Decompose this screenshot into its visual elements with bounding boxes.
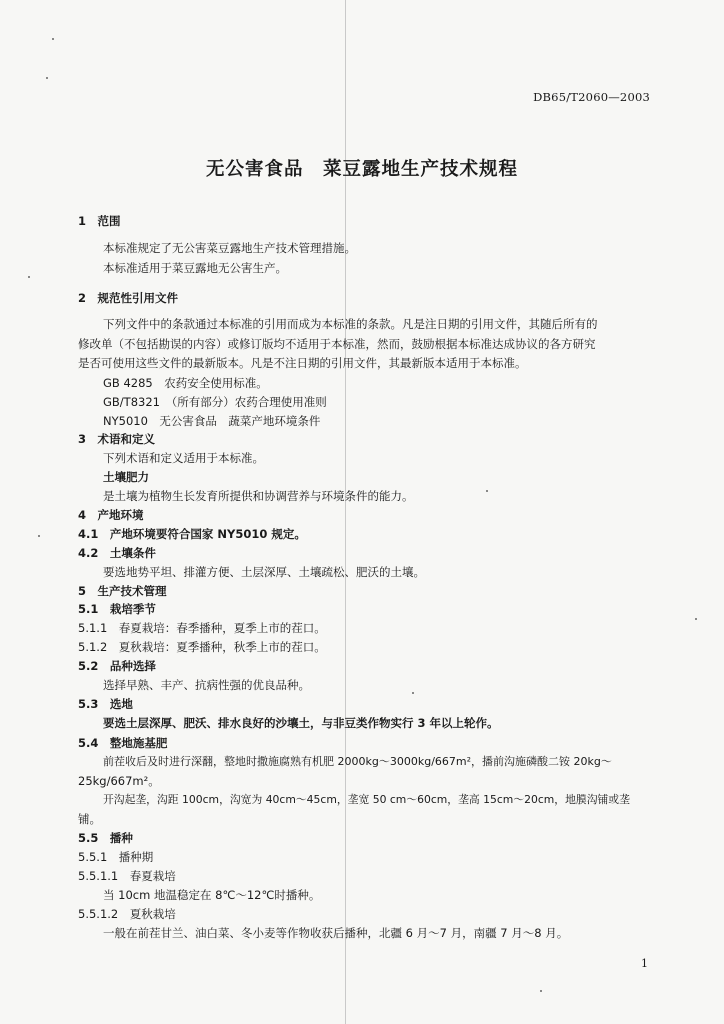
scan-speck: [540, 990, 542, 992]
subsection-heading: 5.5 播种: [78, 831, 133, 845]
subsection-heading: 5.2 品种选择: [78, 659, 156, 673]
section-heading: 5 生产技术管理: [78, 584, 167, 598]
paragraph-line: 是否可使用这些文件的最新版本。凡是不注日期的引用文件，其最新版本适用于本标准。: [78, 356, 527, 370]
paragraph-line: 要选土层深厚、肥沃、排水良好的沙壤土，与非豆类作物实行 3 年以上轮作。: [103, 716, 499, 730]
subsection-heading: 5.4 整地施基肥: [78, 736, 168, 750]
scan-speck: [695, 618, 697, 620]
subsection-heading: 5.1 栽培季节: [78, 602, 156, 616]
paragraph-line: 是土壤为植物生长发育所提供和协调营养与环境条件的能力。: [103, 489, 414, 503]
section-heading: 2 规范性引用文件: [78, 291, 179, 305]
scan-speck: [46, 77, 48, 79]
paragraph-line: 本标准适用于菜豆露地无公害生产。: [103, 261, 287, 275]
subsection-heading: 4.2 土壤条件: [78, 546, 156, 560]
section-heading: 4 产地环境: [78, 508, 144, 522]
scan-speck: [412, 692, 414, 694]
document-title: 无公害食品 菜豆露地生产技术规程: [205, 159, 518, 180]
clause-line: 5.5.1.1 春夏栽培: [78, 869, 176, 883]
subsection-heading: 4.1 产地环境要符合国家 NY5010 规定。: [78, 527, 306, 541]
paragraph-line: 开沟起垄，沟距 100cm，沟宽为 40cm～45cm，垄宽 50 cm～60cm，垄高 15cm～20cm，地膜沟铺或垄: [103, 793, 630, 806]
paragraph-line: 选择早熟、丰产、抗病性强的优良品种。: [103, 678, 310, 692]
paragraph-line: 一般在前茬甘兰、油白菜、冬小麦等作物收获后播种，北疆 6 月～7 月，南疆 7 月～8 月。: [103, 926, 569, 940]
scan-speck: [38, 535, 40, 537]
term-heading: 土壤肥力: [103, 470, 149, 484]
clause-line: 5.5.1.2 夏秋栽培: [78, 907, 176, 921]
paragraph-line: 下列术语和定义适用于本标准。: [103, 451, 264, 465]
clause-line: 5.1.2 夏秋栽培：夏季播种，秋季上市的茬口。: [78, 640, 326, 654]
section-heading: 1 范围: [78, 214, 121, 228]
clause-line: 5.1.1 春夏栽培：春季播种，夏季上市的茬口。: [78, 621, 326, 635]
paragraph-line: 25kg/667m²。: [78, 774, 160, 788]
scan-speck: [52, 38, 54, 40]
page-number: 1: [641, 957, 648, 970]
section-heading: 3 术语和定义: [78, 432, 156, 446]
reference-item: NY5010 无公害食品 蔬菜产地环境条件: [103, 414, 321, 428]
reference-item: GB/T8321 （所有部分）农药合理使用准则: [103, 395, 327, 409]
paragraph-line: 前茬收后及时进行深翻，整地时撒施腐熟有机肥 2000kg～3000kg/667m²，播前沟施磷酸二铵 20kg～: [103, 755, 612, 768]
clause-line: 5.5.1 播种期: [78, 850, 154, 864]
page-fold-line: [345, 0, 346, 1024]
paragraph-line: 修改单（不包括勘误的内容）或修订版均不适用于本标准，然而，鼓励根据本标准达成协议的各方研究: [78, 337, 596, 351]
standard-number: DB65/T2060—2003: [533, 90, 650, 104]
reference-item: GB 4285 农药安全使用标准。: [103, 376, 268, 390]
paragraph-line: 当 10cm 地温稳定在 8℃～12℃时播种。: [103, 888, 321, 902]
paragraph-line: 要选地势平坦、排灌方便、土层深厚、土壤疏松、肥沃的土壤。: [103, 565, 425, 579]
subsection-heading: 5.3 选地: [78, 697, 133, 711]
paragraph-line: 下列文件中的条款通过本标准的引用而成为本标准的条款。凡是注日期的引用文件，其随后所有的: [103, 317, 598, 331]
paragraph-line: 铺。: [78, 812, 101, 826]
scan-speck: [486, 490, 488, 492]
scan-speck: [28, 276, 30, 278]
paragraph-line: 本标准规定了无公害菜豆露地生产技术管理措施。: [103, 241, 356, 255]
